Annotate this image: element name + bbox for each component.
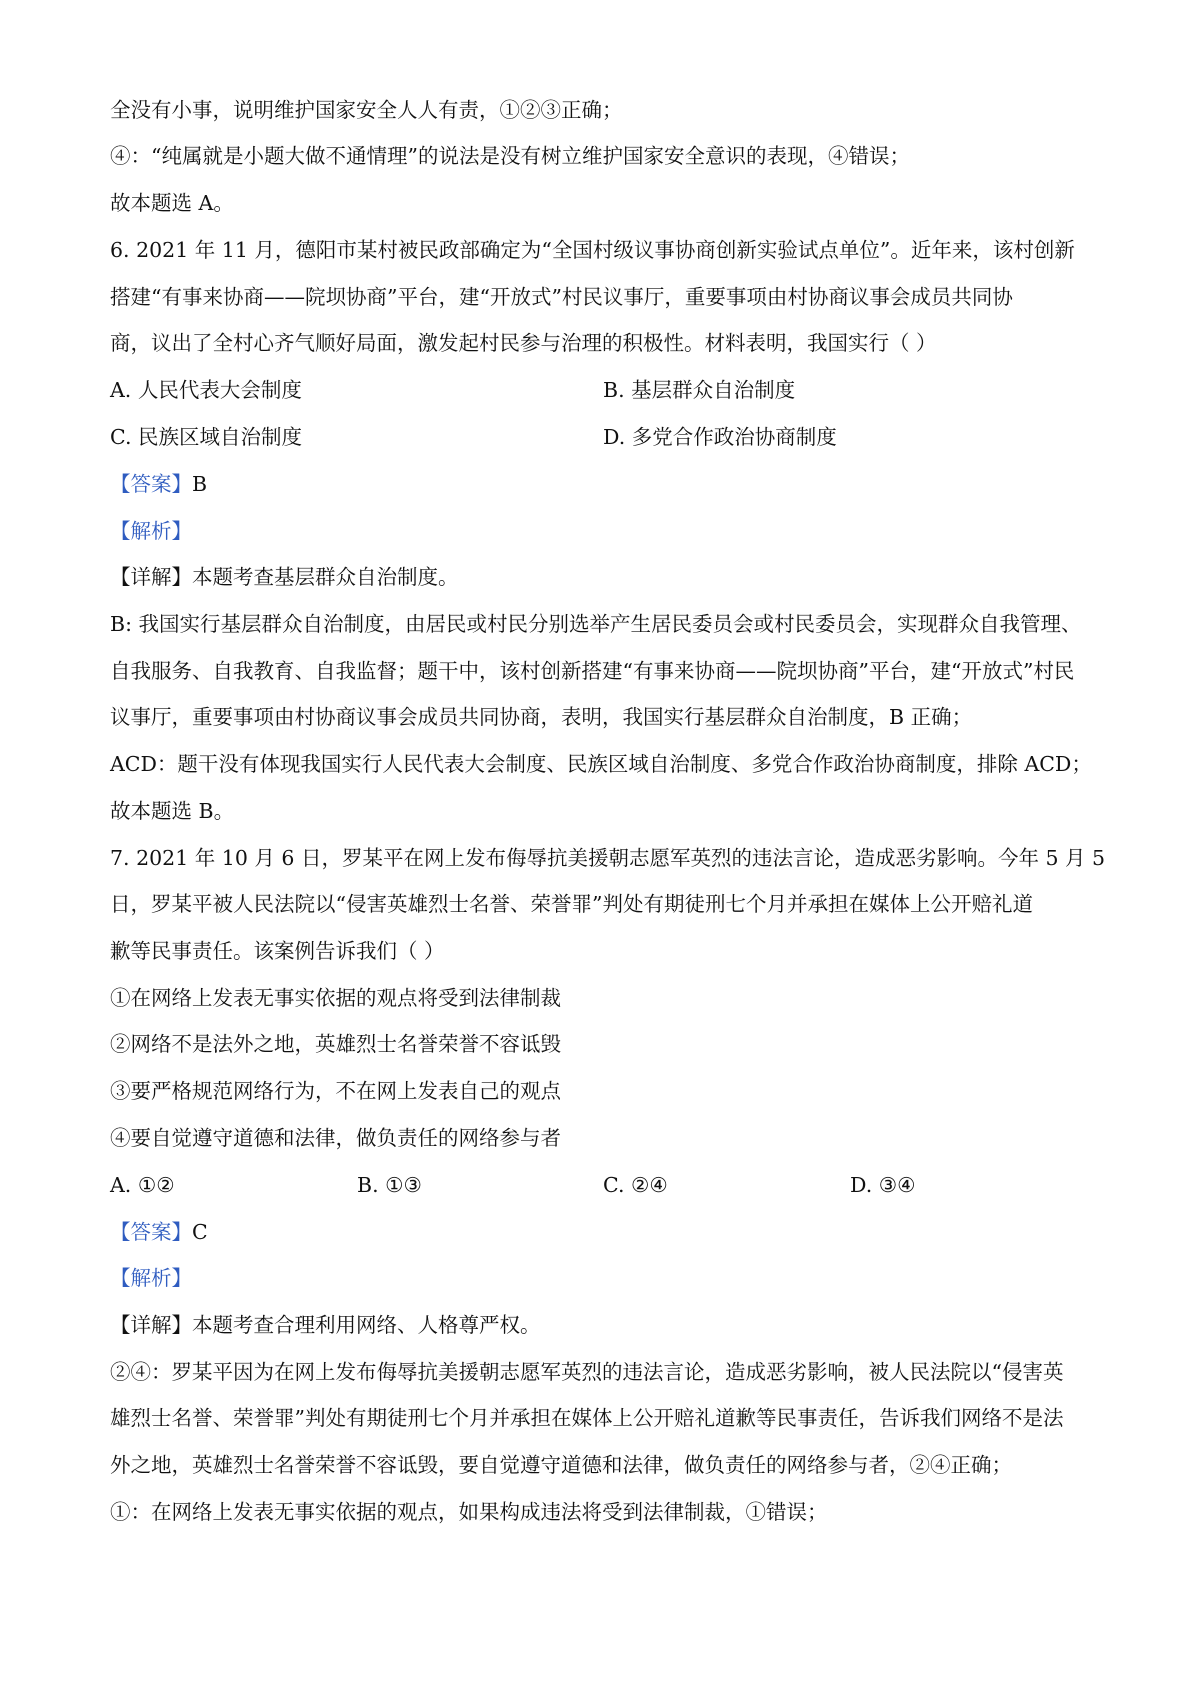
q6-option-a: A. 人民代表大会制度 — [110, 378, 302, 402]
q7-statement: ④要自觉遵守道德和法律，做负责任的网络参与者 — [110, 1126, 561, 1150]
answer-tag: 【答案】 — [110, 472, 192, 496]
answer-value: B — [192, 472, 208, 496]
q7-statement: ①在网络上发表无事实依据的观点将受到法律制裁 — [110, 986, 561, 1010]
text-line: 全没有小事，说明维护国家安全人人有责，①②③正确； — [110, 98, 623, 122]
q6-stem-line: 搭建“有事来协商——院坝协商”平台，建“开放式”村民议事厅，重要事项由村协商议事会成员共同协 — [110, 285, 1013, 309]
q7-analysis-tag: 【解析】 — [110, 1266, 192, 1290]
q7-answer — [110, 1222, 208, 1243]
q6-answer — [110, 474, 207, 495]
q6-detail-line: 【详解】本题考查基层群众自治制度。 — [110, 565, 459, 589]
q7-stem-line: 歉等民事责任。该案例告诉我们（ ） — [110, 939, 445, 963]
q7-statement: ②网络不是法外之地，英雄烈士名誉荣誉不容诋毁 — [110, 1032, 561, 1056]
text-line: ④：“纯属就是小题大做不通情理”的说法是没有树立维护国家安全意识的表现，④错误； — [110, 144, 910, 168]
q7-statement: ③要严格规范网络行为，不在网上发表自己的观点 — [110, 1079, 561, 1103]
answer-tag: 【答案】 — [110, 1220, 192, 1244]
q7-detail-line: 【详解】本题考查合理利用网络、人格尊严权。 — [110, 1313, 541, 1337]
q6-stem-line: 商，议出了全村心齐气顺好局面，激发起村民参与治理的积极性。材料表明，我国实行（ ） — [110, 331, 937, 355]
q7-option-d: D. ③④ — [850, 1173, 916, 1197]
q7-option-c: C. ②④ — [603, 1173, 668, 1197]
q6-detail-line: B: 我国实行基层群众自治制度，由居民或村民分别选举产生居民委员会或村民委员会，实现群众自我管理、 — [110, 612, 1082, 636]
q6-option-c: C. 民族区域自治制度 — [110, 425, 302, 449]
q6-stem-line: 6. 2021 年 11 月，德阳市某村被民政部确定为“全国村级议事协商创新实验试点单位”。近年来，该村创新 — [110, 238, 1075, 262]
q7-detail-line: ②④：罗某平因为在网上发布侮辱抗美援朝志愿军英烈的违法言论，造成恶劣影响，被人民法院以“侵害英 — [110, 1360, 1064, 1384]
q6-detail-line: ACD：题干没有体现我国实行人民代表大会制度、民族区域自治制度、多党合作政治协商制度，排除 ACD； — [110, 752, 1092, 776]
q7-option-b: B. ①③ — [357, 1173, 422, 1197]
q7-detail-line: ①：在网络上发表无事实依据的观点，如果构成违法将受到法律制裁，①错误； — [110, 1500, 828, 1524]
q6-option-b: B. 基层群众自治制度 — [603, 378, 796, 402]
answer-value: C — [192, 1220, 208, 1244]
q6-detail-line: 自我服务、自我教育、自我监督；题干中，该村创新搭建“有事来协商——院坝协商”平台，建“开放式”村民 — [110, 659, 1075, 683]
q6-option-d: D. 多党合作政治协商制度 — [603, 425, 837, 449]
text-line: 故本题选 A。 — [110, 191, 234, 215]
q7-detail-line: 外之地，英雄烈士名誉荣誉不容诋毁，要自觉遵守道德和法律，做负责任的网络参与者，②④正确； — [110, 1453, 1012, 1477]
q6-detail-line: 故本题选 B。 — [110, 799, 235, 823]
q7-option-a: A. ①② — [110, 1173, 175, 1197]
q7-detail-line: 雄烈士名誉、荣誉罪”判处有期徒刑七个月并承担在媒体上公开赔礼道歉等民事责任，告诉我们网络不是法 — [110, 1406, 1064, 1430]
q6-analysis-tag: 【解析】 — [110, 519, 192, 543]
q7-stem-line: 7. 2021 年 10 月 6 日，罗某平在网上发布侮辱抗美援朝志愿军英烈的违法言论，造成恶劣影响。今年 5 月 5 — [110, 846, 1106, 870]
q7-stem-line: 日，罗某平被人民法院以“侵害英雄烈士名誉、荣誉罪”判处有期徒刑七个月并承担在媒体上公开赔礼道 — [110, 892, 1033, 916]
q6-detail-line: 议事厅，重要事项由村协商议事会成员共同协商，表明，我国实行基层群众自治制度，B 正确； — [110, 705, 973, 729]
